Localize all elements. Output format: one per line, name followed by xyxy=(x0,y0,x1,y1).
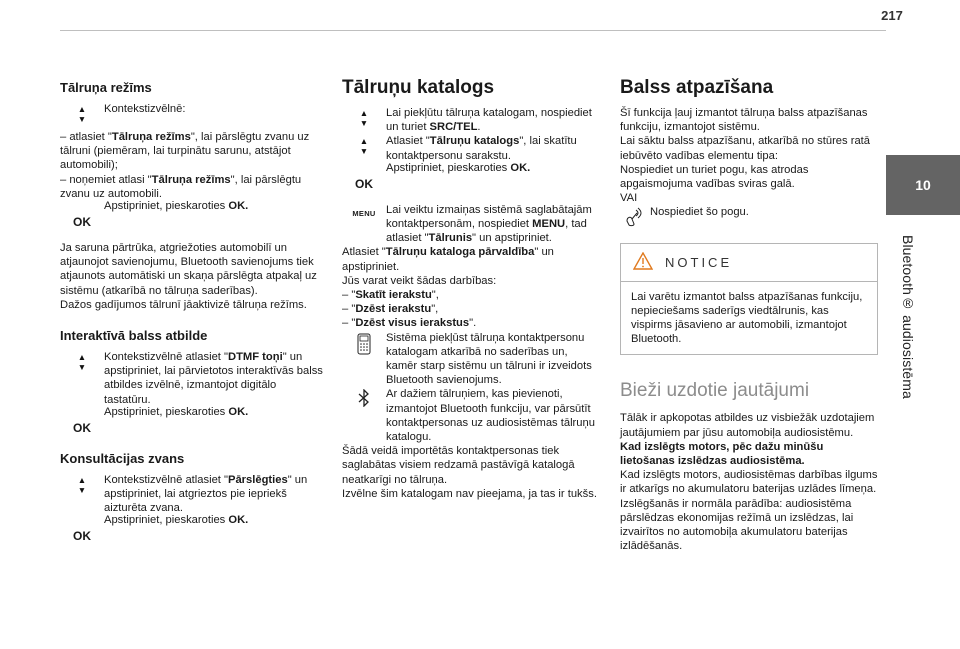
instruction-row: ▲ ▼ Lai piekļūtu tālruņa katalogam, nospiediet un turiet SRC/TEL. xyxy=(359,107,592,134)
paragraph: Atlasiet "Tālruņu kataloga pārvaldība" un apstipriniet. xyxy=(342,246,554,273)
instruction-row: Sistēma piekļūst tālruņa kontaktpersonu katalogam atkarībā no saderības un, kamēr starp sistēmu un tālruni ir izveidots Bluetooth savienojums. xyxy=(342,331,600,388)
chapter-tab xyxy=(886,155,960,215)
bluetooth-icon xyxy=(342,387,386,407)
paragraph: Nospiediet un turiet pogu, kas atrodas apgaismojuma vadības sviras galā. xyxy=(620,163,809,191)
list-item: – "Dzēst visus ierakstus". xyxy=(342,317,477,330)
instruction-row: OK Apstipriniet, pieskaroties OK. xyxy=(73,514,249,544)
instruction-row xyxy=(60,102,325,124)
ok-icon: OK xyxy=(73,215,91,230)
warning-triangle-icon xyxy=(633,252,653,274)
instruction-row: Nospiediet šo pogu. xyxy=(620,205,878,227)
phone-keypad-icon xyxy=(342,331,386,355)
up-arrow-icon: ▲ xyxy=(359,136,369,147)
faq-answer: Kad izslēgts motors, audiosistēmas darbības ilgums ir atkarīgs no akumulatoru baterijas uzlādes līmeņa. xyxy=(620,469,878,496)
down-arrow-icon: ▼ xyxy=(77,114,87,124)
down-arrow-icon: ▼ xyxy=(359,118,369,128)
voice-command-icon xyxy=(620,205,650,227)
column-right xyxy=(620,77,878,553)
paragraph: Tālāk ir apkopotas atbildes uz visbiežāk uzdotajiem jautājumiem par jūsu automobiļa audiosistēmu. xyxy=(620,412,875,439)
page-number: 217 xyxy=(881,8,903,23)
down-arrow-icon: ▼ xyxy=(77,362,87,373)
instruction-row: OK Apstipriniet, pieskaroties OK. xyxy=(73,200,249,230)
instruction-row: ▲ ▼ Kontekstizvēlnē atlasiet "Pārslēgties" un apstipriniet, lai atgrieztos pie iepriekš aizturēta zvana. xyxy=(77,473,308,515)
paragraph: Dažos gadījumos tālrunī jāaktivizē tālruņa režīms. xyxy=(60,298,307,311)
up-arrow-icon: ▲ xyxy=(77,352,87,363)
paragraph: VAI xyxy=(620,192,638,205)
up-down-arrows-icon xyxy=(60,102,104,124)
ok-icon: OK xyxy=(73,420,91,435)
section-title-consultation-call: Konsultācijas zvans xyxy=(60,450,185,466)
chapter-number: 10 xyxy=(915,177,931,193)
notice-header xyxy=(621,244,877,281)
paragraph: – noņemiet atlasi "Tālruņa režīms", lai pārslēgtu zvanu uz automobili. xyxy=(60,173,302,200)
ok-icon: OK xyxy=(355,176,373,191)
chapter-title: Bluetooth® audiosistēma xyxy=(900,235,916,399)
section-title-voice-recognition: Balss atpazīšana xyxy=(620,77,774,98)
paragraph: Šādā veidā importētās kontaktpersonas tiek saglabātas visiem redzamā pastāvīgā katalogā neatkarīgi no tālruņa. xyxy=(342,445,575,486)
section-title-interactive-voice: Interaktīvā balss atbilde xyxy=(60,328,208,344)
paragraph: Jūs varat veikt šādas darbības: xyxy=(342,274,497,287)
down-arrow-icon: ▼ xyxy=(77,484,87,495)
up-arrow-icon: ▲ xyxy=(77,474,87,485)
notice-body: Lai varētu izmantot balss atpazīšanas funkciju, nepieciešams saderīgs viedtālrunis, kas vispirms jāsavieno ar automobili, izmantojot Bluetooth. xyxy=(631,290,863,346)
section-title-phone-mode: Tālruņa režīms xyxy=(60,80,152,95)
ok-icon: OK xyxy=(73,529,91,544)
instruction-row: ▲ ▼ Kontekstizvēlnē atlasiet "DTMF toņi" un apstipriniet, lai pārvietotos interaktīvās balss atbildes izvēlnē, izmantojot digitālo tastatūru. xyxy=(77,351,323,406)
list-item: – "Skatīt ierakstu", xyxy=(342,289,439,302)
paragraph: Izvēlne šim katalogam nav pieejama, ja tas ir tukšs. xyxy=(342,487,597,500)
instruction-row: MENU Lai veiktu izmaiņas sistēmā saglabātajām kontaktpersonām, nospiediet MENU, tad atlasiet "Tālrunis" un apstipriniet. xyxy=(352,203,592,245)
menu-icon: MENU xyxy=(352,208,376,218)
section-title-phonebook: Tālruņu katalogs xyxy=(342,77,495,98)
instruction-row: ▲ ▼ Atlasiet "Tālruņu katalogs", lai skatītu kontaktpersonu sarakstu. xyxy=(359,135,577,162)
paragraph: Šī funkcija ļauj izmantot tālruņa balss atpazīšanas funkciju, izmantojot sistēmu. xyxy=(620,107,868,134)
up-arrow-icon: ▲ xyxy=(359,108,369,118)
faq-question: Kad izslēgts motors, pēc dažu minūšu lietošanas izslēdzas audiosistēma. xyxy=(620,440,824,468)
notice-title: NOTICE xyxy=(665,255,733,271)
faq-answer: Izslēgšanās ir normāla parādība: audiosistēma pārslēdzas ekonomijas režīmā un izslēdzas, lai izvairītos no automobiļa akumulatoru baterijas izlādēšanās. xyxy=(620,497,854,553)
instruction-row: OK Apstipriniet, pieskaroties OK. xyxy=(73,405,249,435)
paragraph: – atlasiet "Tālruņa režīms", lai pārslēgtu zvanu uz tālruni (piemēram, lai turpinātu sarunu, atstājot automobili); xyxy=(60,131,310,172)
paragraph: Lai sāktu balss atpazīšanu, atkarībā no stūres ratā iebūvēto vadības elementu tipa: xyxy=(620,135,870,162)
paragraph: Ja saruna pārtrūka, atgriežoties automobilī un atjaunojot savienojumu, Bluetooth savienojums tiek atjaunots automātiski un skaņa pārslēgta atpakaļ uz sistēmu (atkarībā no tālruņa saderības). xyxy=(60,242,317,297)
instruction-row: OK Apstipriniet, pieskaroties OK. xyxy=(355,161,531,191)
notice-box xyxy=(620,243,878,355)
instruction-text: Kontekstizvēlnē: xyxy=(104,103,186,115)
column-left xyxy=(60,80,325,543)
down-arrow-icon: ▼ xyxy=(359,146,369,157)
header-rule xyxy=(60,30,886,31)
column-middle xyxy=(342,77,600,501)
up-arrow-icon: ▲ xyxy=(77,104,87,114)
list-item: – "Dzēst ierakstu", xyxy=(342,303,439,316)
section-title-faq: Bieži uzdotie jautājumi xyxy=(620,380,810,402)
instruction-row: Ar dažiem tālruņiem, kas pievienoti, izmantojot Bluetooth funkciju, var pārsūtīt kontaktpersonas uz audiosistēmas tālruņu katalogu. xyxy=(342,387,600,444)
